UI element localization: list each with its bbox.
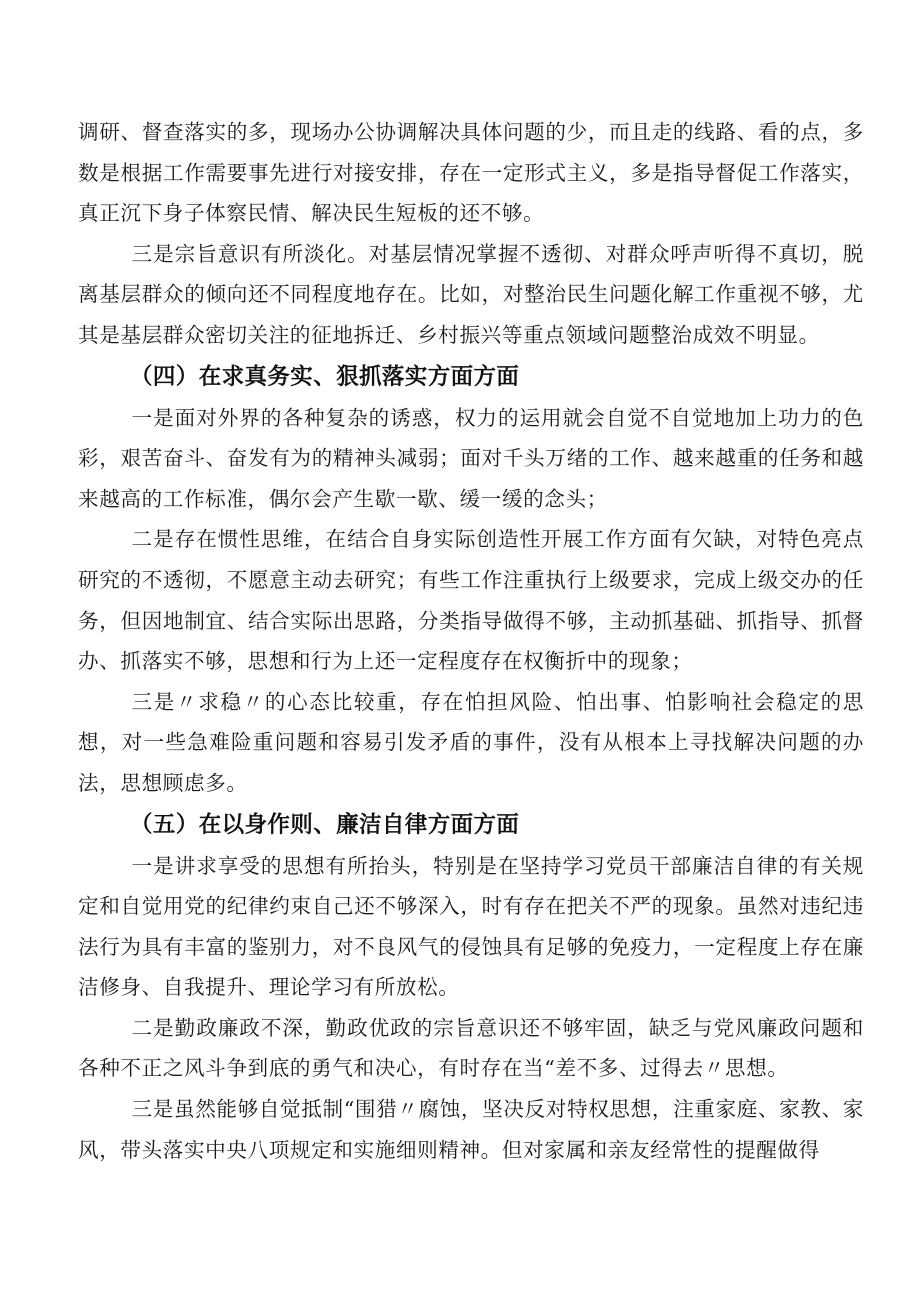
section4-paragraph-1: 一是面对外界的各种复杂的诱惑，权力的运用就会自觉不自觉地加上功力的色彩，艰苦奋斗、奋发有为的精神头减弱；面对千头万绪的工作、越来越重的任务和越来越高的工作标准，偶尔会产生歇一歇、缓一缓的念头； [78, 405, 864, 511]
paragraph-purpose-awareness: 三是宗旨意识有所淡化。对基层情况掌握不透彻、对群众呼声听得不真切，脱离基层群众的倾向还不同程度地存在。比如，对整治民生问题化解工作重视不够，尤其是基层群众密切关注的征地拆迁、乡村振兴等重点领域问题整治成效不明显。 [78, 241, 864, 347]
paragraph-continued: 调研、督查落实的多，现场办公协调解决具体问题的少，而且走的线路、看的点，多数是根据工作需要事先进行对接安排，存在一定形式主义，多是指导督促工作落实，真正沉下身子体察民情、解决民生短板的还不够。 [78, 120, 864, 226]
section-heading-5: （五）在以身作则、廉洁自律方面方面 [130, 811, 520, 838]
section5-paragraph-1: 一是讲求享受的思想有所抬头，特别是在坚持学习党员干部廉洁自律的有关规定和自觉用党的纪律约束自己还不够深入，时有存在把关不严的现象。虽然对违纪违法行为具有丰富的鉴别力，对不良风气的侵蚀具有足够的免疫力，一定程度上存在廉洁修身、自我提升、理论学习有所放松。 [78, 853, 864, 1000]
section5-paragraph-2: 二是勤政廉政不深，勤政优政的宗旨意识还不够牢固，缺乏与党风廉政问题和各种不正之风斗争到底的勇气和决心，有时存在当“差不多、过得去〃思想。 [78, 1015, 864, 1081]
section4-paragraph-3: 三是〃求稳〃的心态比较重，存在怕担风险、怕出事、怕影响社会稳定的思想，对一些急难险重问题和容易引发矛盾的事件，没有从根本上寻找解决问题的办法，思想顾虑多。 [78, 689, 864, 795]
document-page [78, 112, 864, 1170]
section5-paragraph-3: 三是虽然能够自觉抵制“围猎〃腐蚀，坚决反对特权思想，注重家庭、家教、家风，带头落实中央八项规定和实施细则精神。但对家属和亲友经常性的提醒做得 [78, 1097, 864, 1162]
section-heading-4: （四）在求真务实、狠抓落实方面方面 [130, 363, 520, 390]
section4-paragraph-2: 二是存在惯性思维，在结合自身实际创造性开展工作方面有欠缺，对特色亮点研究的不透彻，不愿意主动去研究；有些工作注重执行上级要求，完成上级交办的任务，但因地制宜、结合实际出思路，分类指导做得不够，主动抓基础、抓指导、抓督办、抓落实不够，思想和行为上还一定程度存在权衡折中的现象； [78, 527, 864, 674]
